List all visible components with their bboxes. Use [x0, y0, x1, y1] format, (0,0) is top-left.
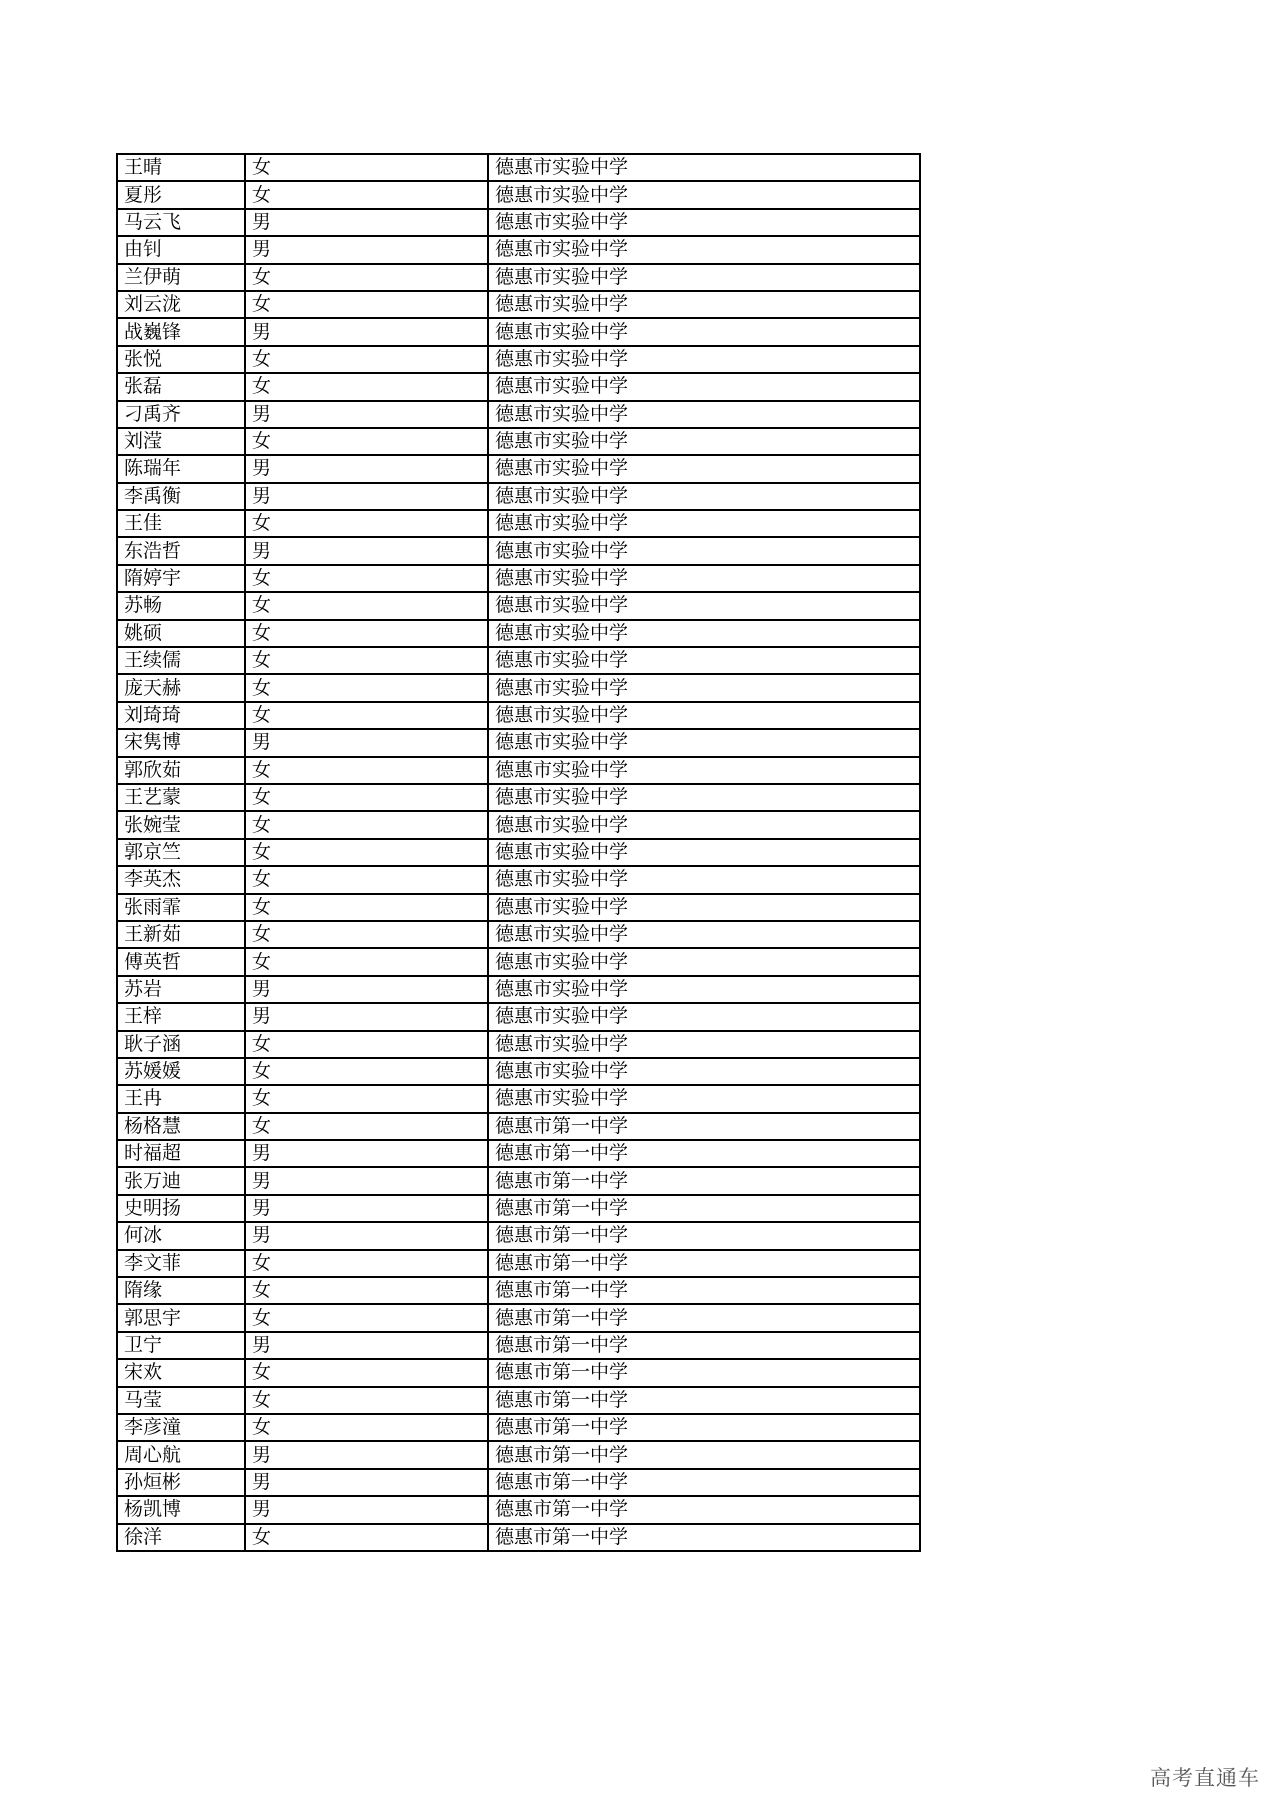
gender-cell: 女 — [245, 428, 488, 455]
table-row — [117, 1222, 920, 1249]
school-cell: 德惠市实验中学 — [488, 1003, 920, 1030]
gender-cell: 男 — [245, 1332, 488, 1359]
student-name-cell: 刘琦琦 — [117, 702, 245, 729]
school-cell: 德惠市第一中学 — [488, 1250, 920, 1277]
table-row — [117, 757, 920, 784]
school-cell: 德惠市实验中学 — [488, 1058, 920, 1085]
gender-cell: 女 — [245, 346, 488, 373]
table-row — [117, 428, 920, 455]
table-row — [117, 565, 920, 592]
table-row — [117, 154, 920, 181]
table-row — [117, 1277, 920, 1304]
gender-cell: 女 — [245, 1359, 488, 1386]
student-name-cell: 王梓 — [117, 1003, 245, 1030]
student-name-cell: 马云飞 — [117, 209, 245, 236]
gender-cell: 男 — [245, 401, 488, 428]
school-cell: 德惠市实验中学 — [488, 592, 920, 619]
table-row — [117, 729, 920, 756]
school-cell: 德惠市第一中学 — [488, 1359, 920, 1386]
student-name-cell: 徐洋 — [117, 1524, 245, 1551]
student-name-cell: 何冰 — [117, 1222, 245, 1249]
gender-cell: 男 — [245, 1195, 488, 1222]
gender-cell: 男 — [245, 1222, 488, 1249]
table-row — [117, 1387, 920, 1414]
student-name-cell: 时福超 — [117, 1140, 245, 1167]
school-cell: 德惠市第一中学 — [488, 1277, 920, 1304]
gender-cell: 男 — [245, 1140, 488, 1167]
student-name-cell: 由钊 — [117, 236, 245, 263]
gender-cell: 女 — [245, 674, 488, 701]
school-cell: 德惠市第一中学 — [488, 1222, 920, 1249]
gender-cell: 女 — [245, 1524, 488, 1551]
table-row — [117, 1003, 920, 1030]
school-cell: 德惠市实验中学 — [488, 428, 920, 455]
gender-cell: 女 — [245, 839, 488, 866]
table-row — [117, 455, 920, 482]
school-cell: 德惠市第一中学 — [488, 1414, 920, 1441]
table-row — [117, 976, 920, 1003]
gender-cell: 男 — [245, 1469, 488, 1496]
student-name-cell: 王佳 — [117, 510, 245, 537]
student-name-cell: 张婉莹 — [117, 811, 245, 838]
student-name-cell: 东浩哲 — [117, 537, 245, 564]
roster-table — [116, 153, 921, 1552]
gender-cell: 女 — [245, 154, 488, 181]
student-name-cell: 庞天赫 — [117, 674, 245, 701]
student-name-cell: 宋欢 — [117, 1359, 245, 1386]
table-row — [117, 592, 920, 619]
school-cell: 德惠市实验中学 — [488, 948, 920, 975]
gender-cell: 女 — [245, 866, 488, 893]
gender-cell: 女 — [245, 1085, 488, 1112]
gender-cell: 男 — [245, 1496, 488, 1523]
gender-cell: 女 — [245, 592, 488, 619]
school-cell: 德惠市第一中学 — [488, 1387, 920, 1414]
student-name-cell: 兰伊萌 — [117, 264, 245, 291]
table-row — [117, 839, 920, 866]
school-cell: 德惠市实验中学 — [488, 1085, 920, 1112]
table-row — [117, 784, 920, 811]
gender-cell: 女 — [245, 1387, 488, 1414]
table-row — [117, 1058, 920, 1085]
student-name-cell: 郭京竺 — [117, 839, 245, 866]
gender-cell: 男 — [245, 318, 488, 345]
school-cell: 德惠市实验中学 — [488, 620, 920, 647]
student-name-cell: 夏彤 — [117, 181, 245, 208]
school-cell: 德惠市实验中学 — [488, 811, 920, 838]
table-row — [117, 346, 920, 373]
gender-cell: 女 — [245, 1304, 488, 1331]
gender-cell: 男 — [245, 455, 488, 482]
table-row — [117, 620, 920, 647]
gender-cell: 女 — [245, 894, 488, 921]
school-cell: 德惠市实验中学 — [488, 976, 920, 1003]
table-row — [117, 401, 920, 428]
table-row — [117, 894, 920, 921]
school-cell: 德惠市实验中学 — [488, 455, 920, 482]
school-cell: 德惠市实验中学 — [488, 264, 920, 291]
school-cell: 德惠市第一中学 — [488, 1140, 920, 1167]
school-cell: 德惠市第一中学 — [488, 1113, 920, 1140]
gender-cell: 男 — [245, 537, 488, 564]
table-row — [117, 264, 920, 291]
table-row — [117, 1085, 920, 1112]
table-row — [117, 1359, 920, 1386]
school-cell: 德惠市实验中学 — [488, 154, 920, 181]
table-row — [117, 1469, 920, 1496]
school-cell: 德惠市第一中学 — [488, 1332, 920, 1359]
table-row — [117, 948, 920, 975]
table-row — [117, 291, 920, 318]
gender-cell: 女 — [245, 373, 488, 400]
student-name-cell: 李彦潼 — [117, 1414, 245, 1441]
table-row — [117, 318, 920, 345]
school-cell: 德惠市实验中学 — [488, 510, 920, 537]
school-cell: 德惠市实验中学 — [488, 784, 920, 811]
gender-cell: 女 — [245, 811, 488, 838]
table-row — [117, 209, 920, 236]
gender-cell: 女 — [245, 1058, 488, 1085]
gender-cell: 男 — [245, 483, 488, 510]
table-row — [117, 1332, 920, 1359]
student-name-cell: 王续儒 — [117, 647, 245, 674]
table-row — [117, 647, 920, 674]
student-name-cell: 张雨霏 — [117, 894, 245, 921]
school-cell: 德惠市实验中学 — [488, 401, 920, 428]
student-name-cell: 苏媛媛 — [117, 1058, 245, 1085]
table-row — [117, 1441, 920, 1468]
student-name-cell: 王冉 — [117, 1085, 245, 1112]
student-name-cell: 王艺蒙 — [117, 784, 245, 811]
student-name-cell: 苏岩 — [117, 976, 245, 1003]
student-name-cell: 孙烜彬 — [117, 1469, 245, 1496]
table-row — [117, 1304, 920, 1331]
school-cell: 德惠市第一中学 — [488, 1195, 920, 1222]
school-cell: 德惠市实验中学 — [488, 318, 920, 345]
gender-cell: 女 — [245, 1113, 488, 1140]
school-cell: 德惠市实验中学 — [488, 346, 920, 373]
student-name-cell: 隋缘 — [117, 1277, 245, 1304]
student-name-cell: 陈瑞年 — [117, 455, 245, 482]
student-name-cell: 李英杰 — [117, 866, 245, 893]
gender-cell: 男 — [245, 976, 488, 1003]
school-cell: 德惠市第一中学 — [488, 1441, 920, 1468]
gender-cell: 女 — [245, 948, 488, 975]
table-row — [117, 1414, 920, 1441]
student-name-cell: 张磊 — [117, 373, 245, 400]
table-row — [117, 537, 920, 564]
student-name-cell: 郭欣茹 — [117, 757, 245, 784]
student-name-cell: 宋隽博 — [117, 729, 245, 756]
student-name-cell: 刘云泷 — [117, 291, 245, 318]
student-name-cell: 马莹 — [117, 1387, 245, 1414]
table-row — [117, 866, 920, 893]
gender-cell: 女 — [245, 1250, 488, 1277]
gender-cell: 男 — [245, 1441, 488, 1468]
student-name-cell: 杨格慧 — [117, 1113, 245, 1140]
student-name-cell: 耿子涵 — [117, 1031, 245, 1058]
student-name-cell: 张万迪 — [117, 1167, 245, 1194]
school-cell: 德惠市实验中学 — [488, 702, 920, 729]
gender-cell: 男 — [245, 1003, 488, 1030]
school-cell: 德惠市实验中学 — [488, 209, 920, 236]
school-cell: 德惠市第一中学 — [488, 1304, 920, 1331]
gender-cell: 女 — [245, 757, 488, 784]
table-row — [117, 811, 920, 838]
student-name-cell: 傅英哲 — [117, 948, 245, 975]
table-row — [117, 236, 920, 263]
gender-cell: 女 — [245, 291, 488, 318]
school-cell: 德惠市实验中学 — [488, 565, 920, 592]
school-cell: 德惠市实验中学 — [488, 537, 920, 564]
school-cell: 德惠市实验中学 — [488, 921, 920, 948]
school-cell: 德惠市实验中学 — [488, 894, 920, 921]
student-name-cell: 刘滢 — [117, 428, 245, 455]
school-cell: 德惠市实验中学 — [488, 181, 920, 208]
student-name-cell: 刁禹齐 — [117, 401, 245, 428]
watermark: 高考直通车 — [1150, 1766, 1260, 1790]
student-name-cell: 卫宁 — [117, 1332, 245, 1359]
school-cell: 德惠市实验中学 — [488, 373, 920, 400]
table-row — [117, 483, 920, 510]
student-name-cell: 张悦 — [117, 346, 245, 373]
student-name-cell: 王晴 — [117, 154, 245, 181]
table-row — [117, 1250, 920, 1277]
table-row — [117, 702, 920, 729]
table-row — [117, 1113, 920, 1140]
student-name-cell: 苏畅 — [117, 592, 245, 619]
table-row — [117, 1524, 920, 1551]
table-row — [117, 1140, 920, 1167]
table-row — [117, 510, 920, 537]
gender-cell: 女 — [245, 784, 488, 811]
gender-cell: 女 — [245, 1414, 488, 1441]
table-row — [117, 373, 920, 400]
school-cell: 德惠市第一中学 — [488, 1469, 920, 1496]
student-name-cell: 隋婷宇 — [117, 565, 245, 592]
student-name-cell: 周心航 — [117, 1441, 245, 1468]
gender-cell: 男 — [245, 236, 488, 263]
school-cell: 德惠市实验中学 — [488, 1031, 920, 1058]
roster-body — [117, 154, 920, 1551]
gender-cell: 女 — [245, 181, 488, 208]
student-name-cell: 李禹衡 — [117, 483, 245, 510]
student-name-cell: 战巍锋 — [117, 318, 245, 345]
school-cell: 德惠市实验中学 — [488, 674, 920, 701]
school-cell: 德惠市实验中学 — [488, 729, 920, 756]
school-cell: 德惠市实验中学 — [488, 839, 920, 866]
gender-cell: 男 — [245, 729, 488, 756]
school-cell: 德惠市实验中学 — [488, 757, 920, 784]
school-cell: 德惠市第一中学 — [488, 1524, 920, 1551]
student-name-cell: 李文菲 — [117, 1250, 245, 1277]
school-cell: 德惠市第一中学 — [488, 1167, 920, 1194]
student-name-cell: 王新茹 — [117, 921, 245, 948]
student-name-cell: 杨凯博 — [117, 1496, 245, 1523]
gender-cell: 男 — [245, 209, 488, 236]
student-name-cell: 郭思宇 — [117, 1304, 245, 1331]
table-row — [117, 1195, 920, 1222]
student-name-cell: 史明扬 — [117, 1195, 245, 1222]
gender-cell: 女 — [245, 264, 488, 291]
gender-cell: 男 — [245, 1167, 488, 1194]
table-row — [117, 1167, 920, 1194]
school-cell: 德惠市实验中学 — [488, 866, 920, 893]
school-cell: 德惠市实验中学 — [488, 647, 920, 674]
gender-cell: 女 — [245, 620, 488, 647]
table-row — [117, 674, 920, 701]
gender-cell: 女 — [245, 1277, 488, 1304]
gender-cell: 女 — [245, 510, 488, 537]
table-row — [117, 921, 920, 948]
table-row — [117, 1496, 920, 1523]
school-cell: 德惠市第一中学 — [488, 1496, 920, 1523]
table-row — [117, 181, 920, 208]
gender-cell: 女 — [245, 1031, 488, 1058]
gender-cell: 女 — [245, 702, 488, 729]
school-cell: 德惠市实验中学 — [488, 483, 920, 510]
school-cell: 德惠市实验中学 — [488, 236, 920, 263]
school-cell: 德惠市实验中学 — [488, 291, 920, 318]
table-row — [117, 1031, 920, 1058]
gender-cell: 女 — [245, 921, 488, 948]
student-name-cell: 姚硕 — [117, 620, 245, 647]
gender-cell: 女 — [245, 647, 488, 674]
gender-cell: 女 — [245, 565, 488, 592]
